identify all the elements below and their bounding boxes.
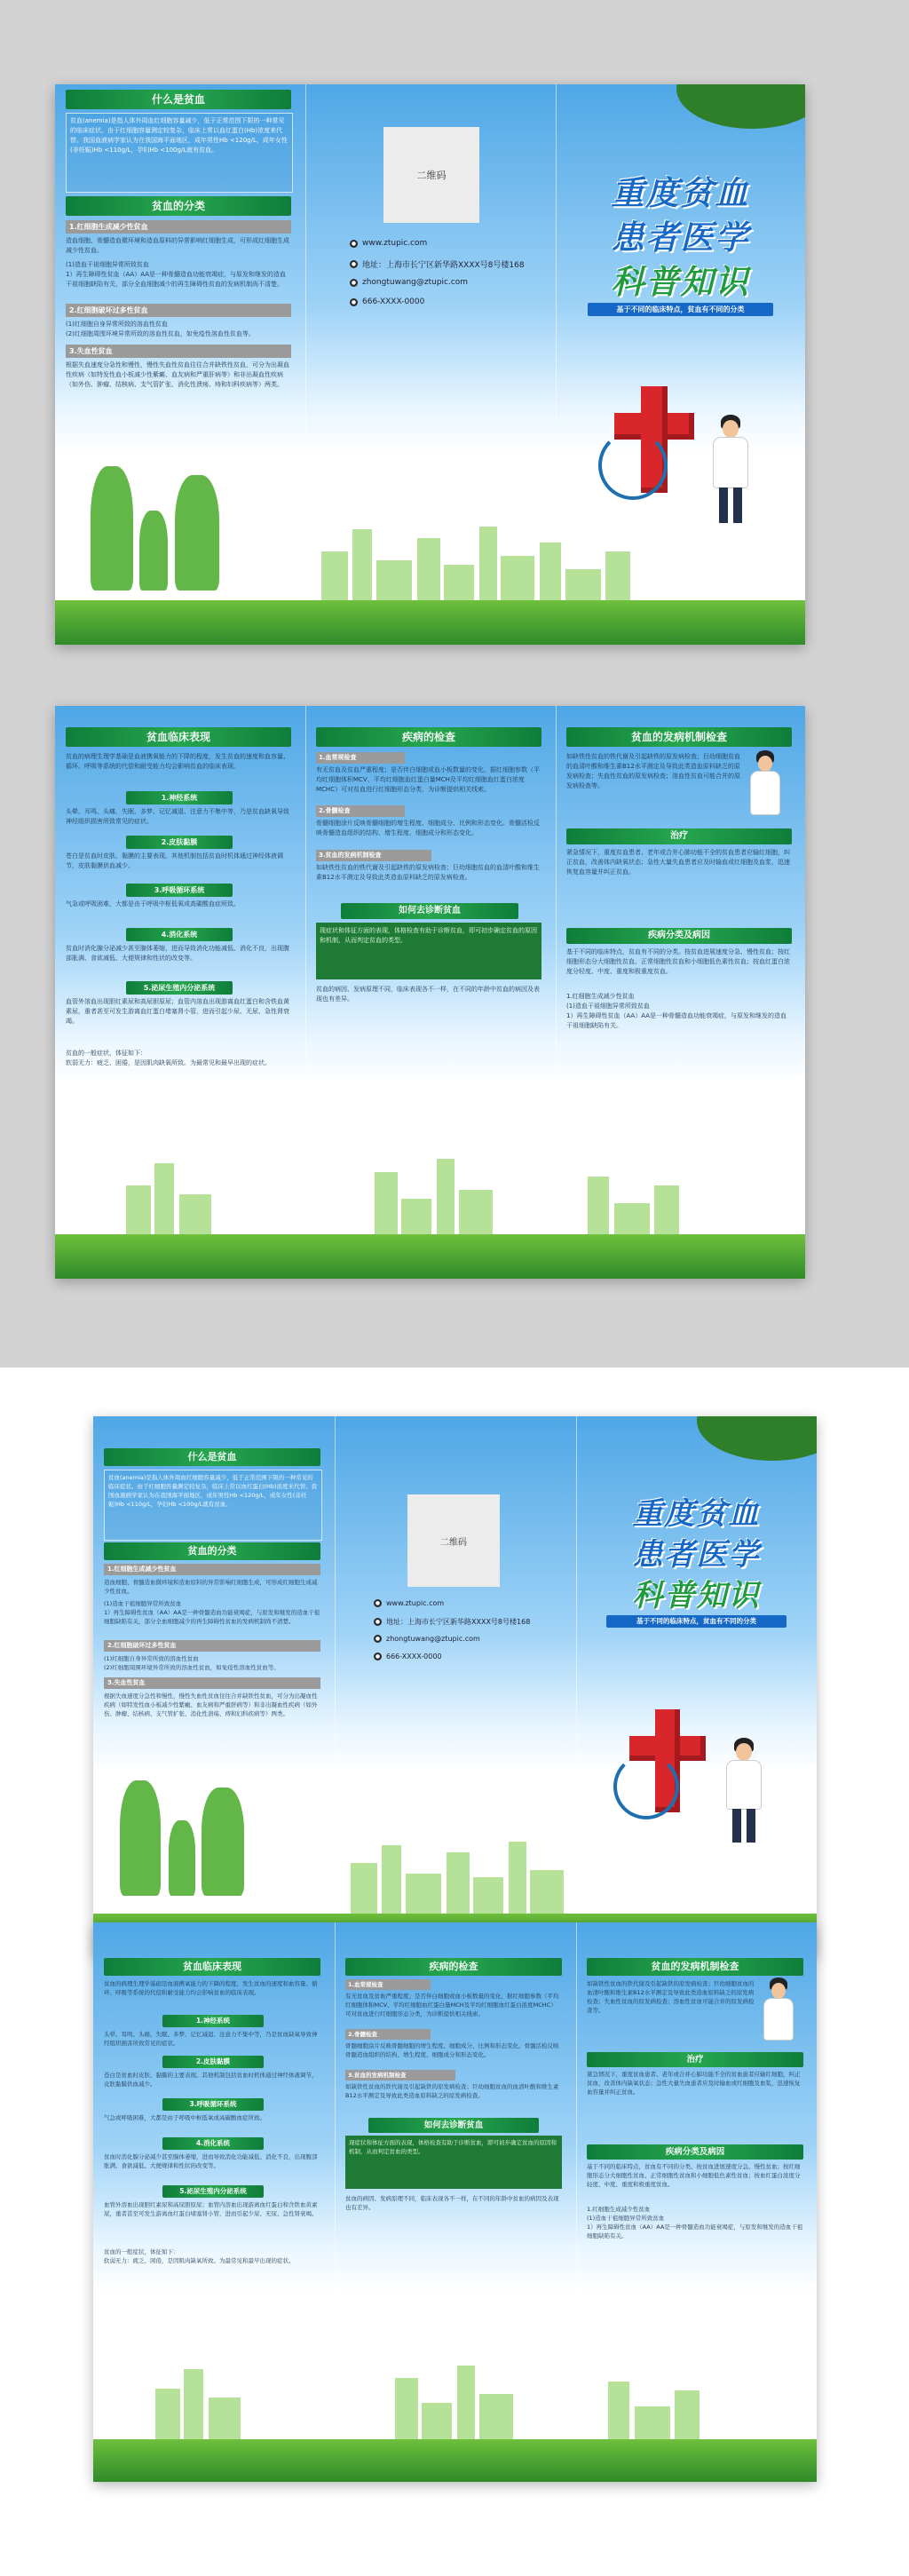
building-silhouette (154, 1163, 174, 1239)
building-silhouette (401, 1199, 431, 1239)
paragraph: (1)红细胞自身异常所致的溶血性贫血 (2)红细胞周围环境异常所致的溶血性贫血，如免疫性溶血性贫血等。 (104, 1655, 280, 1672)
mail-icon: ● (351, 279, 357, 286)
contact-phone (374, 1653, 442, 1661)
paragraph: 苍白是贫血时皮肤、黏膜的主要表现。其他机制包括贫血时机体通过神经体液调节，皮肤黏膜供血减少。 (66, 852, 283, 869)
contact-website (374, 1599, 444, 1607)
paragraph: 贫血时消化腺分泌减少甚至腺体萎缩，进而导致消化功能减低、消化不良，出现腹部胀满、食欲减低、大便规律和性状的改变等。 (66, 945, 289, 962)
city-skyline (93, 1841, 817, 1916)
building-silhouette (457, 2366, 475, 2442)
qr-code-placeholder: 二维码 (383, 127, 479, 223)
grass-ground (55, 1234, 805, 1279)
paragraph: (1)造血干祖细胞异常所致贫血 1）再生障碍性贫血（AA）AA是一种骨髓造血功能衰竭症，与原发和继发的造血干祖细胞缺陷有关，部分全血细胞减少的再生障碍性贫血的发病机制尚不清楚。 (66, 261, 286, 288)
building-silhouette (444, 565, 474, 605)
doctor-illustration (727, 1761, 761, 1809)
subsection-title: 2.皮肤黏膜 (162, 2056, 264, 2068)
doctor-illustration (758, 756, 772, 772)
building-silhouette (605, 551, 630, 605)
section-title: 贫血临床表现 (66, 727, 291, 747)
subsection-title: 2.红细胞破坏过多性贫血 (104, 1640, 320, 1652)
subsection-title: 4.消化系统 (126, 928, 233, 941)
paragraph: 贫血的一般症状，体征如下： 软弱无力：疲乏、困倦，是因肌肉缺氧所致。为最常见和最早出现的症状。 (104, 2248, 295, 2265)
building-silhouette (530, 1870, 564, 1916)
qr-code-placeholder: 二维码 (407, 1494, 500, 1587)
section-title: 什么是贫血 (66, 90, 291, 109)
building-silhouette (406, 1874, 441, 1916)
paragraph: 如缺铁性贫血的铁代谢及引起缺铁的原发病检查；巨幼细胞贫血的血清叶酸和维生素B12水平测定及导致此类造血原料缺乏的原发病检查；失血性贫血的原发病检查；溶血性贫血可能合并的原发病检查等。 (587, 1980, 755, 2015)
paragraph: 贫血时消化腺分泌减少甚至腺体萎缩，进而导致消化功能减低、消化不良，出现腹部胀满、食欲减低、大便规律和性状的改变等。 (104, 2153, 318, 2170)
doctor-illustration (723, 420, 739, 438)
paragraph: 头晕、耳鸣、头痛、失眠、多梦、记忆减退、注意力不集中等，乃是贫血缺氧导致神经组织损害所致常见的症状。 (104, 2031, 318, 2048)
building-silhouette (675, 2390, 700, 2442)
text-block (66, 113, 293, 193)
paragraph: (1)红细胞自身异常所致的溶血性贫血 (2)红细胞周围环境异常所致的溶血性贫血，如免疫性溶血性贫血等。 (66, 321, 255, 337)
doctor-illustration (751, 772, 779, 814)
subsection-title: 3.贫血的发病机制检查 (345, 2070, 455, 2081)
building-silhouette (126, 1185, 151, 1239)
section-title: 贫血的发病机制检查 (587, 1958, 803, 1976)
paragraph: 血管外溶血出现胆红素尿和高尿胆原尿；血管内溶血出现游离血红蛋白和含铁血黄素尿，重者甚至可发生游离血红蛋白堵塞肾小管，进而引起少尿、无尿、急性肾衰竭。 (66, 998, 289, 1025)
building-silhouette (382, 1845, 401, 1916)
highlight-box: 现症状和体征方面的表现，体格检查有助于诊断贫血，即可初步确定贫血的原因和机制，从而判定贫血的类型。 (345, 2136, 562, 2189)
section-title: 疾病分类及病因 (566, 928, 792, 944)
building-silhouette (155, 2389, 180, 2442)
building-silhouette (501, 556, 534, 605)
paragraph: 根据失血速度分急性和慢性，慢性失血性贫血往往合并缺铁性贫血，可分为出凝血性疾病（如特发性血小板减少性紫癜、血友病和严重肝病等）和非出凝血性疾病（如外伤、肿瘤、结核病、支气管扩张、消化性溃疡、痔和妇科疾病等）两类。 (104, 1692, 318, 1718)
website-text: www.ztupic.com (362, 239, 428, 248)
building-silhouette (588, 1177, 609, 1239)
phone-icon: ● (375, 1653, 381, 1660)
building-silhouette (395, 2378, 418, 2442)
cover-title-line-2: 患者医学 (611, 218, 750, 257)
mail-icon: ● (375, 1636, 381, 1642)
paragraph: 贫血的一般症状，体征如下： 软弱无力：疲乏、困倦，是因肌肉缺氧所致。为最常见和最早出现的症状。 (66, 1050, 271, 1066)
subsection-title: 1.血常规检查 (316, 752, 405, 764)
email-text: zhongtuwang@ztupic.com (362, 278, 469, 287)
contact-phone (350, 297, 424, 306)
building-silhouette (459, 1190, 493, 1239)
section-title: 疾病的检查 (345, 1958, 562, 1976)
doctor-illustration (747, 1809, 755, 1843)
section-title: 如何去诊断贫血 (368, 2118, 539, 2133)
building-silhouette (376, 560, 412, 605)
building-silhouette (447, 1852, 470, 1916)
brochure-inside-sheet-top (55, 706, 805, 1279)
building-silhouette (422, 2403, 452, 2442)
cover-title-line-3: 科普知识 (632, 1578, 761, 1613)
paragraph: 如缺铁性贫血的铁代谢及引起缺铁的原发病检查；巨幼细胞贫血的血清叶酸和维生素B12水平测定及导致此类造血原料缺乏的原发病检查；失血性贫血的原发病检查；溶血性贫血可能合并的原发病检查等。 (566, 753, 740, 789)
paragraph: 贫血(anemia)是指人体外周血红细胞容量减少，低于正常范围下限的一种常见的临床症状。由于红细胞容量测定较复杂，临床上常以血红蛋白(Hb)浓度来代替。我国血液病学家认为在我国海平面地区，成年男性Hb <120g/L，成年女性(非妊娠)Hb <110g/L，孕妇Hb <100g/L就有贫血。 (108, 1474, 318, 1509)
stethoscope-illustration (598, 431, 668, 500)
globe-icon: ● (351, 240, 357, 247)
section-title: 疾病分类及病因 (587, 2144, 803, 2160)
paragraph: 紧急情况下，重度贫血患者、老年或合并心肺功能不全的贫血患者应输红细胞，纠正贫血，改善体内缺氧状态；急性大量失血患者应及时输血或红细胞及血浆，迅速恢复血容量并纠正贫血。 (566, 849, 790, 876)
paragraph: 骨髓细胞涂片反映骨髓细胞的增生程度、细胞成分、比例和形态变化。骨髓活检反映骨髓造血组织的结构、增生程度、细胞成分和形态变化。 (345, 2042, 559, 2059)
grass-ground (55, 600, 805, 645)
cover-title-line-2: 患者医学 (632, 1537, 761, 1573)
address-text: 地址：上海市长宁区新华路XXXX号8号楼168 (386, 1618, 531, 1626)
subsection-title: 2.皮肤黏膜 (126, 836, 233, 849)
building-silhouette (417, 538, 440, 605)
doctor-illustration (771, 1983, 786, 1999)
building-silhouette (375, 1172, 398, 1239)
subsection-title: 3.失血性贫血 (66, 345, 291, 358)
building-silhouette (565, 569, 601, 605)
section-title: 如何去诊断贫血 (341, 903, 518, 919)
subsection-title: 3.贫血的发病机制检查 (316, 850, 431, 861)
doctor-illustration (733, 487, 742, 523)
section-title: 治疗 (566, 828, 792, 844)
section-title: 治疗 (587, 2052, 803, 2067)
subsection-title: 1.神经系统 (162, 2015, 264, 2027)
section-title: 贫血临床表现 (104, 1958, 320, 1976)
building-silhouette (179, 1194, 211, 1239)
subsection-title: 3.失血性贫血 (104, 1677, 320, 1689)
paragraph: 基于不同的临床特点，贫血有不同的分类。按贫血进展速度分急、慢性贫血；按红细胞形态分大细胞性贫血、正常细胞性贫血和小细胞低色素性贫血；按血红蛋白浓度分轻度、中度、重度和极重度贫血。 (566, 948, 790, 975)
cover-title-line-1: 重度贫血 (632, 1496, 761, 1532)
paragraph: 贫血(anemia)是指人体外周血红细胞容量减少，低于正常范围下限的一种常见的临床症状。由于红细胞容量测定较复杂，临床上常以血红蛋白(Hb)浓度来代替。我国血液病学家认为在我国海平面地区，成年男性Hb <120g/L，成年女性(非妊娠)Hb <110g/L，孕妇Hb <100g/L就有贫血。 (70, 117, 288, 154)
paragraph: 有无贫血及贫血严重程度；是否伴白细胞或血小板数量的变化，据红细胞参数（平均红细胞体积MCV、平均红细胞血红蛋白量MCH及平均红细胞血红蛋白浓度MCHC）可对贫血进行红细胞形态分类，为诊断提供相关线索。 (345, 1993, 559, 2018)
section-title: 什么是贫血 (104, 1448, 320, 1466)
text-block (104, 1470, 322, 1541)
subsection-title: 4.消化系统 (162, 2137, 264, 2150)
subsection-title: 1.血常规检查 (345, 1979, 431, 1990)
paragraph: 造血细胞、骨髓造血微环境和造血原料的异常影响红细胞生成，可形成红细胞生成减少性贫血。 (104, 1579, 318, 1596)
building-silhouette (209, 2398, 241, 2442)
website-text: www.ztupic.com (386, 1599, 445, 1607)
paragraph: 气急或呼吸困难，大都是由于呼吸中枢低氧或高碳酸血症所致。 (66, 900, 240, 908)
doctor-illustration (764, 1999, 793, 2040)
subsection-title: 1.神经系统 (126, 791, 233, 805)
building-silhouette (614, 1203, 650, 1239)
phone-icon: ● (351, 298, 357, 305)
building-silhouette (352, 529, 372, 605)
address-text: 地址：上海市长宁区新华路XXXX号8号楼168 (362, 261, 525, 270)
phone-text: 666-XXXX-0000 (386, 1653, 442, 1661)
paragraph: 1.红细胞生成减少性贫血 (1)造血干祖细胞异常所致贫血 1）再生障碍性贫血（AA）AA是一种骨髓造血功能衰竭症，与原发和继发的造血干祖细胞缺陷有关。 (587, 2206, 803, 2240)
brochure-outside-sheet-top (55, 84, 805, 645)
building-silhouette (654, 1185, 679, 1239)
contact-email (350, 278, 468, 287)
paragraph: 气急或呼吸困难，大都是由于呼吸中枢低氧或高碳酸血症所致。 (104, 2114, 265, 2121)
paragraph: 头晕、耳鸣、头痛、失眠、多梦、记忆减退、注意力不集中等，乃是贫血缺氧导致神经组织损害所致常见的症状。 (66, 808, 289, 825)
building-silhouette (608, 2382, 629, 2442)
paragraph: 贫血的病因、发病原理不同，临床表现各不一样，在不同的年龄中贫血的病因及表现也有差异。 (345, 2195, 559, 2212)
building-silhouette (437, 1159, 454, 1239)
doctor-illustration (719, 487, 728, 523)
subsection-title: 2.骨髓检查 (345, 2029, 431, 2040)
highlight-box: 现症状和体征方面的表现，体格检查有助于诊断贫血，即可初步确定贫血的原因和机制，从而判定贫血的类型。 (316, 923, 541, 979)
city-skyline (55, 1154, 805, 1239)
cover-subtitle: 基于不同的临床特点，贫血有不同的分类 (588, 303, 773, 316)
email-text: zhongtuwang@ztupic.com (386, 1635, 480, 1643)
subsection-title: 1.红细胞生成减少性贫血 (66, 220, 291, 234)
contact-address (350, 258, 525, 270)
grass-ground (93, 2439, 817, 2482)
paragraph: 苍白是贫血时皮肤、黏膜的主要表现。其他机制包括贫血时机体通过神经体液调节，皮肤黏膜供血减少。 (104, 2072, 318, 2089)
paragraph: 基于不同的临床特点，贫血有不同的分类。按贫血进展速度分急、慢性贫血；按红细胞形态分大细胞性贫血、正常细胞性贫血和小细胞低色素性贫血；按血红蛋白浓度分轻度、中度、重度和极重度贫血。 (587, 2163, 801, 2189)
paragraph: 紧急情况下，重度贫血患者、老年或合并心肺功能不全的贫血患者应输红细胞，纠正贫血，改善体内缺氧状态；急性大量失血患者应及时输血或红细胞及血浆，迅速恢复血容量并纠正贫血。 (587, 2071, 801, 2096)
cover-title-line-3: 科普知识 (611, 263, 750, 301)
contact-email (374, 1635, 480, 1643)
section-title: 贫血的分类 (66, 196, 291, 216)
section-title: 疾病的检查 (316, 727, 541, 747)
building-silhouette (184, 2369, 203, 2442)
paragraph: 造血细胞、骨髓造血微环境和造血原料的异常影响红细胞生成，可形成红细胞生成减少性贫血。 (66, 237, 289, 254)
doctor-illustration (736, 1743, 752, 1761)
paragraph: 贫血的病理生理学基础是血液携氧能力的下降的程度，发生贫血的速度和血容量、循环、呼吸等系统的代偿和耐受能力均会影响贫血的临床表现。 (66, 753, 289, 770)
section-title: 贫血的发病机制检查 (566, 727, 792, 747)
paragraph: 如缺铁性贫血的铁代谢及引起缺铁的原发病检查；巨幼细胞贫血的血清叶酸和维生素B12水平测定及导致此类造血原料缺乏的原发病检查。 (345, 2083, 559, 2100)
building-silhouette (321, 551, 348, 605)
subsection-title: 1.红细胞生成减少性贫血 (104, 1564, 320, 1575)
paragraph: 有无贫血及贫血严重程度；是否伴白细胞或血小板数量的变化，据红细胞参数（平均红细胞体积MCV、平均红细胞血红蛋白量MCH及平均红细胞血红蛋白浓度MCHC）可对贫血进行红细胞形态分类，为诊断提供相关线索。 (316, 766, 540, 793)
location-icon: ● (375, 1619, 381, 1625)
stethoscope-illustration (613, 1754, 679, 1819)
building-silhouette (540, 543, 561, 605)
location-icon: ● (351, 261, 357, 267)
city-skyline (93, 2362, 817, 2442)
paragraph: (1)造血干祖细胞异常所致贫血 1）再生障碍性贫血（AA）AA是一种骨髓造血功能衰竭症，与原发和继发的造血干祖细胞缺陷有关，部分全血细胞减少的再生障碍性贫血的发病机制尚不清楚。 (104, 1600, 320, 1626)
cover-subtitle: 基于不同的临床特点，贫血有不同的分类 (606, 1615, 786, 1628)
phone-text: 666-XXXX-0000 (362, 297, 425, 306)
building-silhouette (473, 1877, 503, 1916)
building-silhouette (509, 1842, 526, 1916)
subsection-title: 3.呼吸循环系统 (126, 884, 233, 897)
building-silhouette (351, 1863, 377, 1916)
building-silhouette (479, 2394, 513, 2442)
subsection-title: 2.红细胞破坏过多性贫血 (66, 304, 291, 317)
paragraph: 如缺铁性贫血的铁代谢及引起缺铁的原发病检查；巨幼细胞贫血的血清叶酸和维生素B12水平测定及导致此类造血原料缺乏的原发病检查。 (316, 864, 540, 881)
cover-title-line-1: 重度贫血 (611, 174, 750, 212)
city-skyline (55, 525, 805, 605)
contact-website (350, 239, 427, 248)
contact-address (374, 1617, 530, 1627)
paragraph: 根据失血速度分急性和慢性，慢性失血性贫血往往合并缺铁性贫血，可分为出凝血性疾病（如特发性血小板减少性紫癜、血友病和严重肝病等）和非出凝血性疾病（如外伤、肿瘤、结核病、支气管扩张、消化性溃疡、痔和妇科疾病等）两类。 (66, 361, 289, 388)
section-title: 贫血的分类 (104, 1542, 320, 1560)
subsection-title: 5.泌尿生殖内分泌系统 (162, 2185, 264, 2198)
brochure-inside-sheet-bottom (93, 1922, 817, 2482)
globe-icon: ● (375, 1600, 381, 1606)
doctor-illustration (732, 1809, 741, 1843)
building-silhouette (635, 2406, 670, 2442)
brochure-outside-sheet-bottom (93, 1416, 817, 1956)
paragraph: 骨髓细胞涂片反映骨髓细胞的增生程度、细胞成分、比例和形态变化。骨髓活检反映骨髓造血组织的结构、增生程度、细胞成分和形态变化。 (316, 820, 540, 836)
paragraph: 贫血的病因、发病原理不同，临床表现各不一样，在不同的年龄中贫血的病因及表现也有差异。 (316, 986, 540, 1003)
building-silhouette (479, 527, 497, 605)
subsection-title: 2.骨髓检查 (316, 805, 405, 817)
doctor-illustration (714, 438, 747, 487)
paragraph: 贫血的病理生理学基础是血液携氧能力的下降的程度，发生贫血的速度和血容量、循环、呼吸等系统的代偿和耐受能力均会影响贫血的临床表现。 (104, 1980, 318, 1997)
subsection-title: 3.呼吸循环系统 (162, 2098, 264, 2111)
subsection-title: 5.泌尿生殖内分泌系统 (126, 981, 233, 995)
paragraph: 血管外溶血出现胆红素尿和高尿胆原尿；血管内溶血出现游离血红蛋白和含铁血黄素尿，重者甚至可发生游离血红蛋白堵塞肾小管，进而引起少尿、无尿、急性肾衰竭。 (104, 2201, 318, 2218)
paragraph: 1.红细胞生成减少性贫血 (1)造血干祖细胞异常所致贫血 1）再生障碍性贫血（AA）AA是一种骨髓造血功能衰竭症，与原发和继发的造血干祖细胞缺陷有关。 (566, 993, 786, 1029)
